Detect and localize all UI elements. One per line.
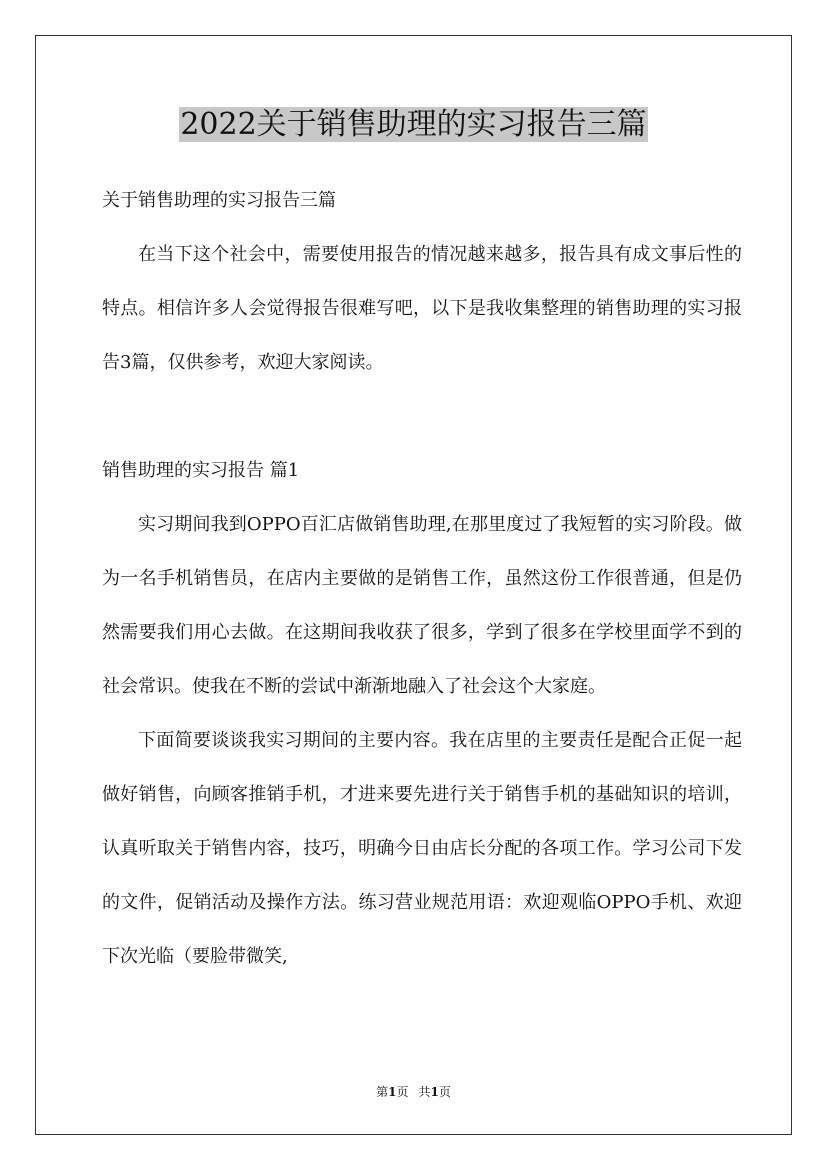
total-suffix: 页 <box>438 1085 451 1099</box>
page-suffix: 页 <box>396 1085 409 1099</box>
section-heading: 销售助理的实习报告 篇1 <box>102 460 300 481</box>
page-footer <box>0 1083 827 1101</box>
subtitle-line: 关于销售助理的实习报告三篇 <box>102 190 336 211</box>
intro-paragraph: 在当下这个社会中，需要使用报告的情况越来越多，报告具有成文事后性的特点。相信许多人会觉得报告很难写吧，以下是我收集整理的销售助理的实习报告3篇，仅供参考，欢迎大家阅读。 <box>102 244 742 373</box>
document-title-text: 2022关于销售助理的实习报告三篇 <box>180 107 647 142</box>
body-paragraph: 实习期间我到OPPO百汇店做销售助理,在那里度过了我短暂的实习阶段。做为一名手机销售员，在店内主要做的是销售工作，虽然这份工作很普通，但是仍然需要我们用心去做。在这期间我收获了很多，学到了很多在学校里面学不到的社会常识。使我在不断的尝试中渐渐地融入了社会这个大家庭。 <box>102 514 742 697</box>
body-paragraph: 下面简要谈谈我实习期间的主要内容。我在店里的主要责任是配合正促一起做好销售，向顾客推销手机，才进来要先进行关于销售手机的基础知识的培训，认真听取关于销售内容，技巧，明确今日由店长分配的各项工作。学习公司下发的文件，促销活动及操作方法。练习营业规范用语：欢迎观临OPPO手机、欢迎下次光临（要脸带微笑, <box>102 730 742 967</box>
page-total-number: 1 <box>430 1085 439 1099</box>
total-prefix: 共 <box>418 1085 431 1099</box>
document-title <box>0 103 827 147</box>
document-body <box>102 174 742 984</box>
page-current-number: 1 <box>388 1085 397 1099</box>
page-prefix: 第 <box>376 1085 389 1099</box>
